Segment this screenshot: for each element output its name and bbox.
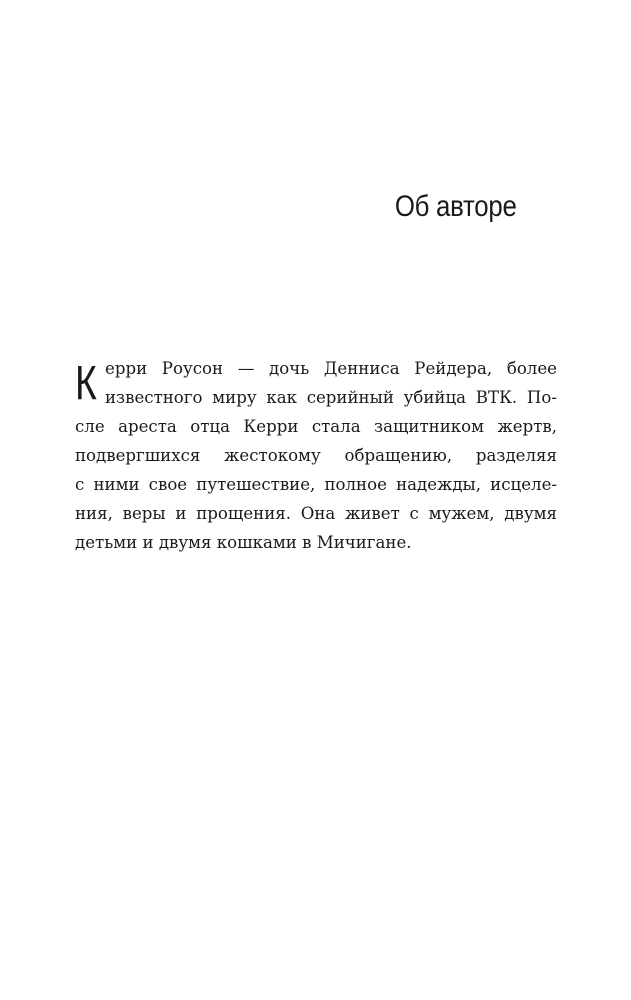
text-line: детьми и двумя кошками в Мичигане. — [75, 533, 412, 552]
about-author-paragraph — [75, 354, 557, 557]
text-line: подвергшихся жестокому обращению, разделяя — [75, 446, 557, 465]
text-line: ния, веры и прощения. Она живет с мужем, двумя — [75, 504, 557, 523]
page-title: Об авторе — [395, 190, 517, 223]
text-line: с ними свое путешествие, полное надежды, исцеле- — [75, 475, 557, 494]
text-line: сле ареста отца Керри стала защитником жертв, — [75, 417, 557, 436]
text-line: известного миру как серийный убийца ВТК. По- — [105, 388, 557, 407]
text-line: ерри Роусон — дочь Денниса Рейдера, более — [105, 359, 557, 378]
drop-cap-letter: К — [75, 357, 97, 410]
